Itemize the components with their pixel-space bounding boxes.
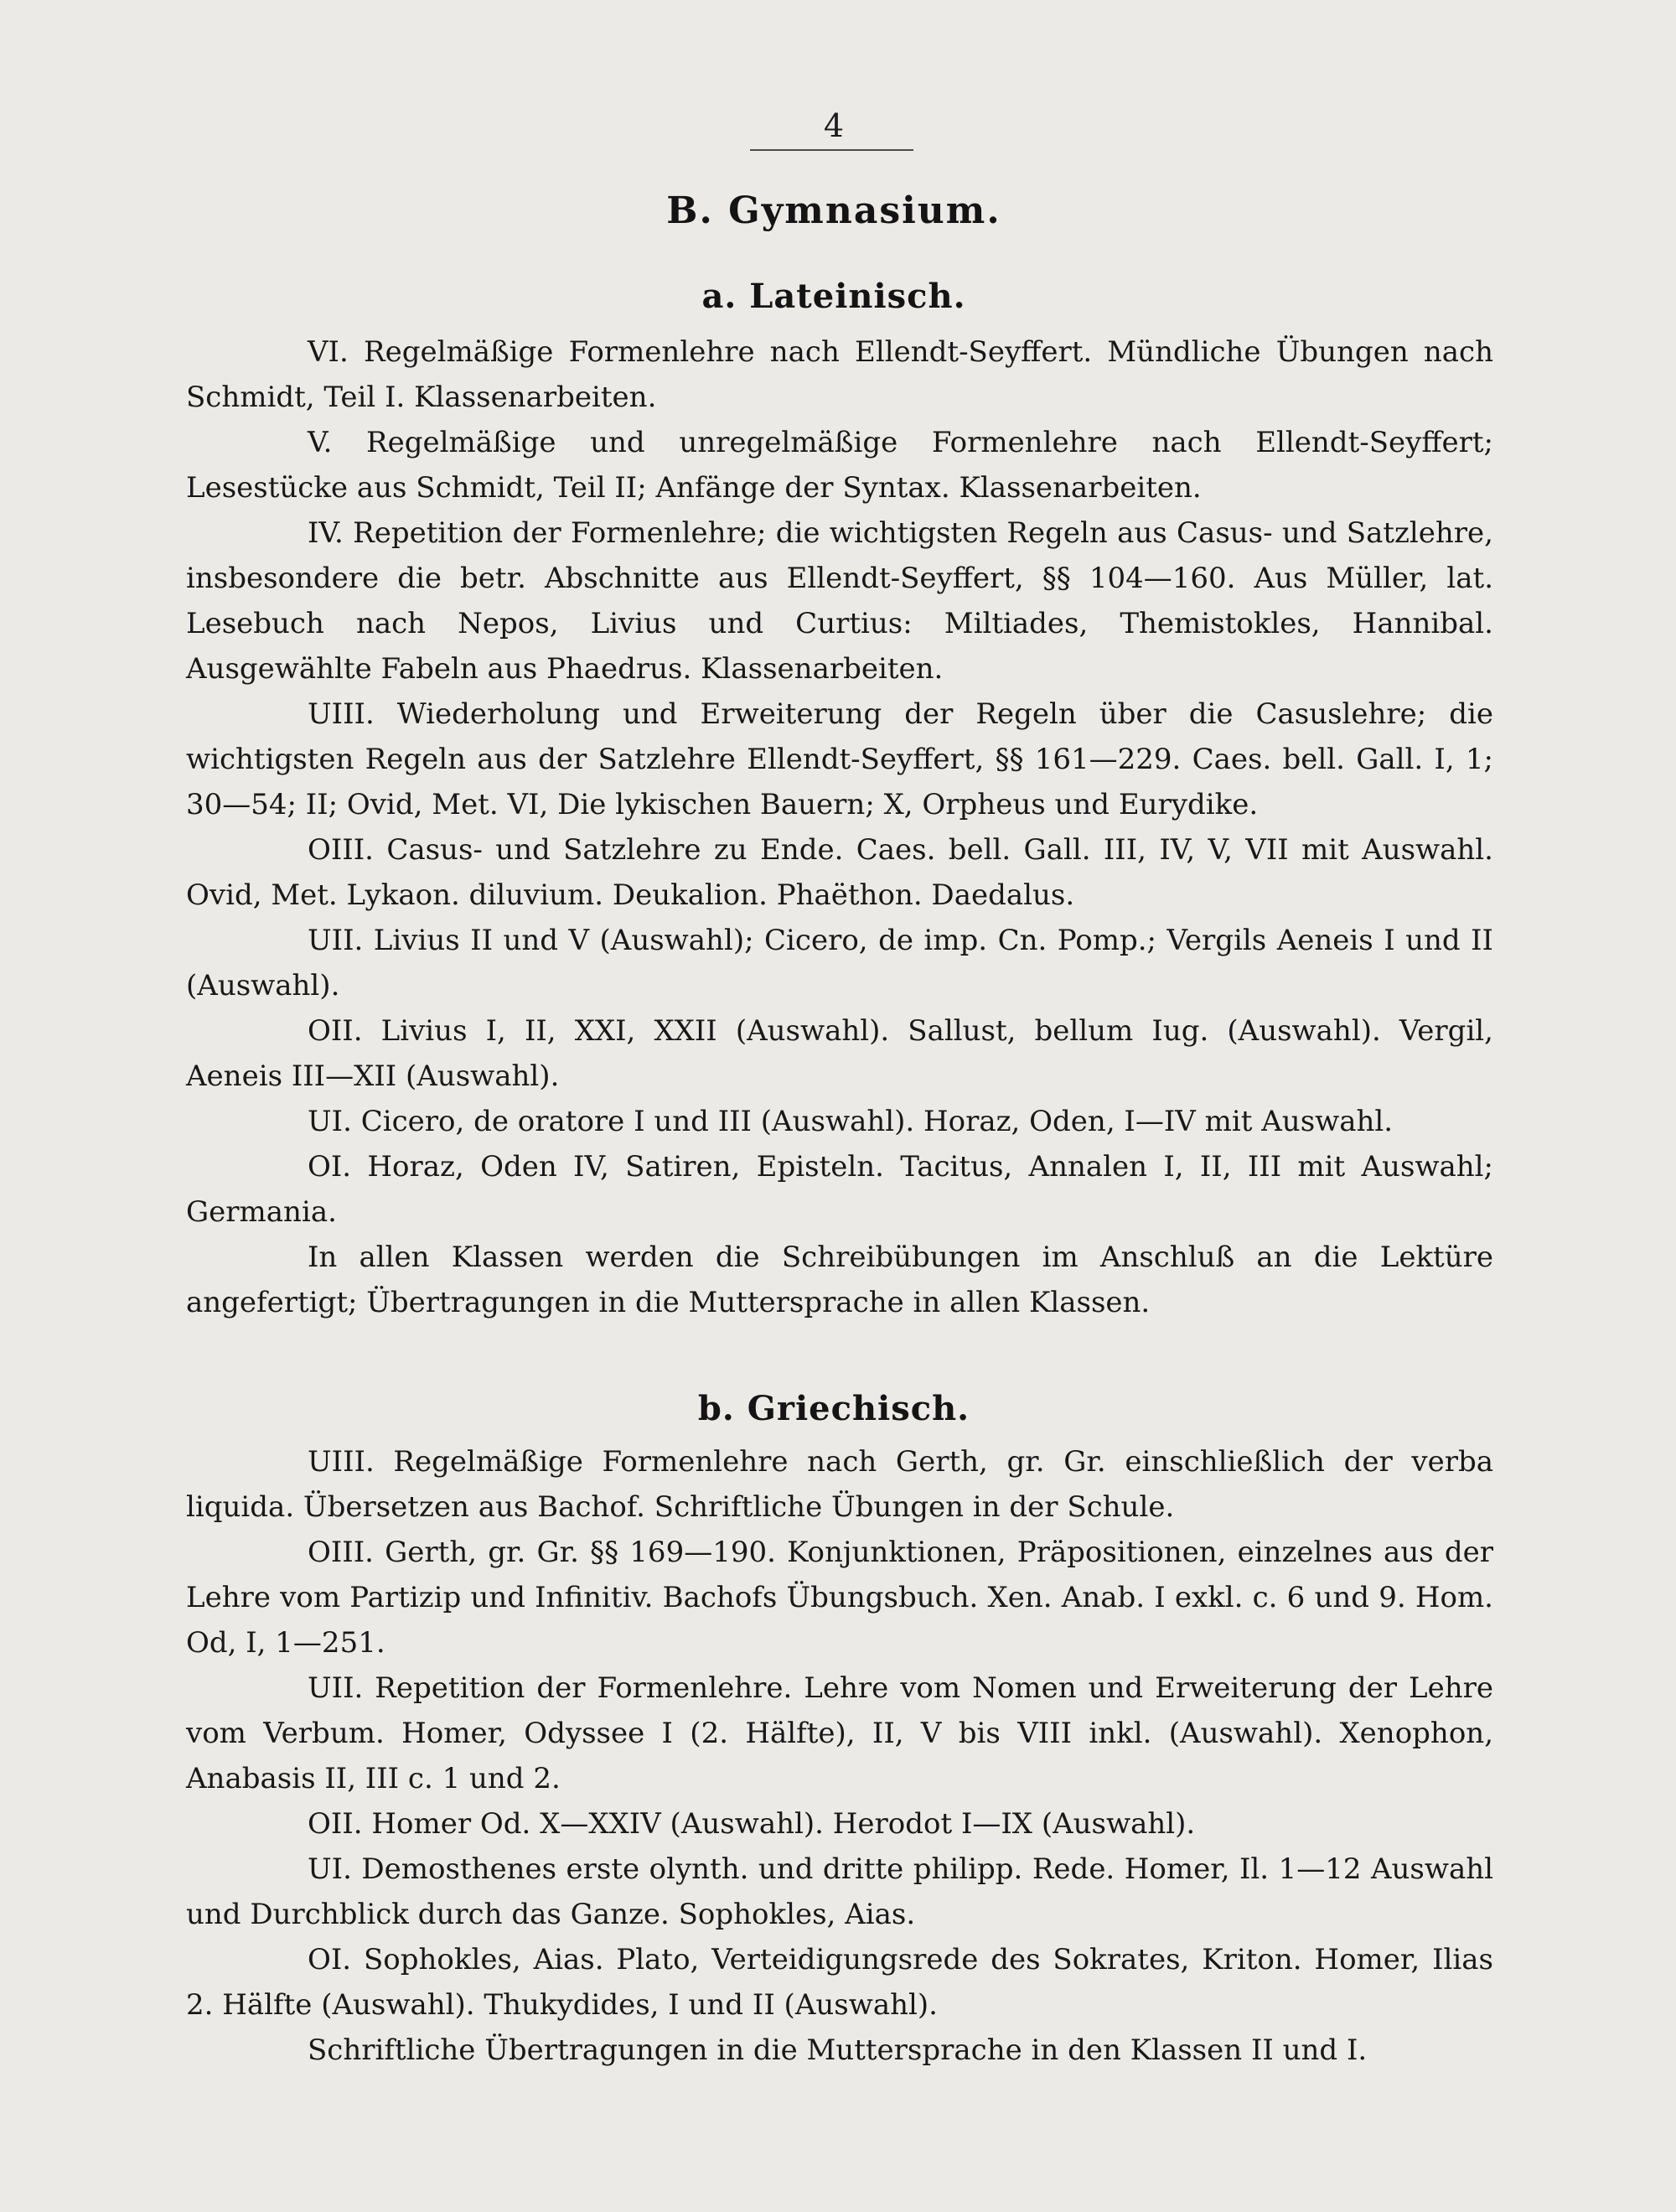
latin-paragraph-vi: VI. Regelmäßige Formenlehre nach Ellendt-Seyffert. Mündliche Übungen nach Schmidt, Teil I. Klassenarbeiten. xyxy=(186,335,1493,414)
latin-paragraph-oiii: OIII. Casus- und Satzlehre zu Ende. Caes. bell. Gall. III, IV, V, VII mit Auswahl. Ovid, Met. Lykaon. diluvium. Deukalion. Phaëthon. Daedalus. xyxy=(186,833,1493,912)
greek-section xyxy=(186,1439,1493,2073)
greek-paragraph-oi: OI. Sophokles, Aias. Plato, Verteidigungsrede des Sokrates, Kriton. Homer, Ilias 2. Hälfte (Auswahl). Thukydides, I und II (Auswahl). xyxy=(186,1943,1493,2022)
greek-paragraph-note: Schriftliche Übertragungen in die Muttersprache in den Klassen II und I. xyxy=(308,2033,1368,2067)
greek-paragraph-ui: UI. Demosthenes erste olynth. und dritte philipp. Rede. Homer, Il. 1—12 Auswahl und Durchblick durch das Ganze. Sophokles, Aias. xyxy=(186,1852,1493,1931)
latin-paragraph-uii: UII. Livius II und V (Auswahl); Cicero, de imp. Cn. Pomp.; Vergils Aeneis I und II (Auswahl). xyxy=(186,924,1493,1002)
latin-heading: a. Lateinisch. xyxy=(701,277,966,316)
latin-paragraph-uiii: UIII. Wiederholung und Erweiterung der Regeln über die Casuslehre; die wichtigsten Regeln aus der Satzlehre Ellendt-Seyffert, §§ 161—229. Caes. bell. Gall. I, 1; 30—54; II; Ovid, Met. VI, Die lykischen Bauern; X, Orpheus und Eurydike. xyxy=(186,697,1493,821)
latin-paragraph-oi: OI. Horaz, Oden IV, Satiren, Episteln. Tacitus, Annalen I, II, III mit Auswahl; Germania. xyxy=(186,1150,1493,1229)
latin-paragraph-oii: OII. Livius I, II, XXI, XXII (Auswahl). Sallust, bellum Iug. (Auswahl). Vergil, Aeneis III—XII (Auswahl). xyxy=(186,1014,1493,1093)
header-rule xyxy=(750,149,913,151)
latin-section xyxy=(186,329,1493,1325)
greek-paragraph-uii: UII. Repetition der Formenlehre. Lehre vom Nomen und Erweiterung der Lehre vom Verbum. Homer, Odyssee I (2. Hälfte), II, V bis VIII inkl. (Auswahl). Xenophon, Anabasis II, III c. 1 und 2. xyxy=(186,1671,1493,1795)
section-title: B. Gymnasium. xyxy=(666,189,1001,232)
latin-paragraph-v: V. Regelmäßige und unregelmäßige Formenlehre nach Ellendt-Seyffert; Lesestücke aus Schmidt, Teil II; Anfänge der Syntax. Klassenarbeiten. xyxy=(186,426,1493,505)
greek-paragraph-oii: OII. Homer Od. X—XXIV (Auswahl). Herodot I—IX (Auswahl). xyxy=(308,1807,1196,1841)
latin-paragraph-ui: UI. Cicero, de oratore I und III (Auswahl). Horaz, Oden, I—IV mit Auswahl. xyxy=(308,1105,1394,1138)
latin-paragraph-note: In allen Klassen werden die Schreibübungen im Anschluß an die Lektüre angefertigt; Übertragungen in die Muttersprache in allen Klassen. xyxy=(186,1241,1493,1319)
greek-heading: b. Griechisch. xyxy=(697,1389,970,1428)
page-number: 4 xyxy=(823,107,845,144)
greek-paragraph-uiii: UIII. Regelmäßige Formenlehre nach Gerth, gr. Gr. einschließlich der verba liquida. Übersetzen aus Bachof. Schriftliche Übungen in der Schule. xyxy=(186,1445,1493,1524)
latin-paragraph-iv: IV. Repetition der Formenlehre; die wichtigsten Regeln aus Casus- und Satzlehre, insbesondere die betr. Abschnitte aus Ellendt-Seyffert, §§ 104—160. Aus Müller, lat. Lesebuch nach Nepos, Livius und Curtius: Miltiades, Themistokles, Hannibal. Ausgewählte Fabeln aus Phaedrus. Klassenarbeiten. xyxy=(186,516,1493,686)
greek-paragraph-oiii: OIII. Gerth, gr. Gr. §§ 169—190. Konjunktionen, Präpositionen, einzelnes aus der Lehre vom Partizip und Infinitiv. Bachofs Übungsbuch. Xen. Anab. I exkl. c. 6 und 9. Hom. Od, I, 1—251. xyxy=(186,1536,1493,1660)
